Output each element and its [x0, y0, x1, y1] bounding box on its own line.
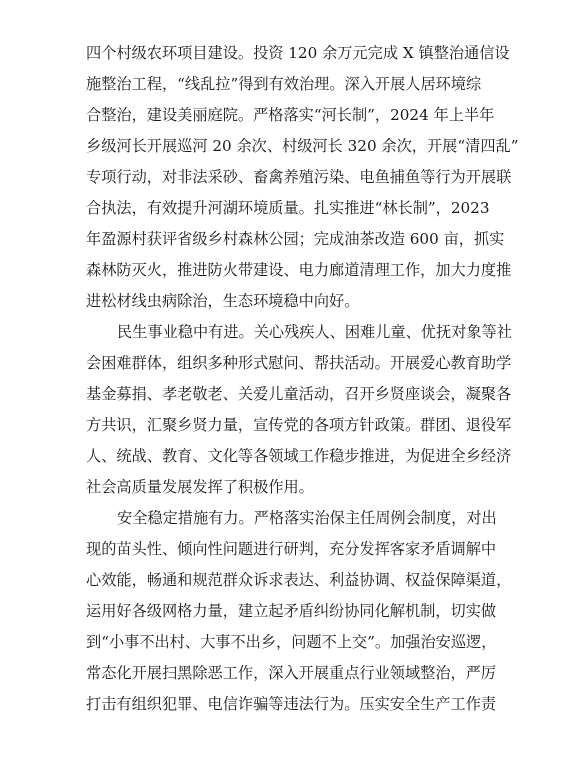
paragraph-livelihood	[86, 317, 512, 503]
text-line: 常态化开展扫黑除恶工作，深入开展重点行业领域整治，严厉	[86, 664, 497, 682]
text-line: 四个村级农环项目建设。投资 120 余万元完成 X 镇整治通信设	[86, 44, 510, 62]
text-line: 人、统战、教育、文化等各领域工作稳步推进，为促进全乡经济	[86, 447, 512, 465]
text-line: 社会高质量发展发挥了积极作用。	[86, 478, 314, 496]
text-line: 施整治工程，“线乱拉”得到有效治理。深入开展人居环境综	[86, 75, 482, 93]
text-line: 方共识，汇聚乡贤力量，宣传党的各项方针政策。群团、退役军	[86, 416, 512, 434]
text-line: 年盈源村获评省级乡村森林公园；完成油茶改造 600 亩，抓实	[86, 230, 505, 248]
text-line: 心效能，畅通和规范群众诉求表达、利益协调、权益保障渠道，	[86, 571, 512, 589]
text-line: 运用好各级网格力量，建立起矛盾纠纷协同化解机制，切实做	[86, 602, 497, 620]
text-line: 进松材线虫病除治，生态环境稳中向好。	[86, 292, 360, 310]
text-line: 到“小事不出村、大事不出乡，问题不上交”。加强治安巡逻，	[86, 633, 497, 651]
text-line: 民生事业稳中有进。关心残疾人、困难儿童、优抚对象等社	[117, 323, 512, 341]
text-line: 合整治，建设美丽庭院。严格落实“河长制”，2024 年上半年	[86, 106, 495, 124]
text-line: 专项行动，对非法采砂、畜禽养殖污染、电鱼捕鱼等行为开展联	[86, 168, 512, 186]
paragraph-ecology	[86, 38, 519, 317]
text-line: 合执法，有效提升河湖环境质量。扎实推进“林长制”，2023	[86, 199, 490, 217]
document-page	[86, 38, 519, 720]
text-line: 会困难群体，组织多种形式慰问、帮扶活动。开展爱心教育助学	[86, 354, 512, 372]
text-line: 森林防灭火，推进防火带建设、电力廊道清理工作，加大力度推	[86, 261, 512, 279]
text-line: 安全稳定措施有力。严格落实治保主任周例会制度，对出	[117, 509, 497, 527]
text-line: 基金募捐、孝老敬老、关爱儿童活动，召开乡贤座谈会，凝聚各	[86, 385, 512, 403]
text-line: 打击有组织犯罪、电信诈骗等违法行为。压实安全生产工作责	[86, 695, 497, 713]
text-line: 现的苗头性、倾向性问题进行研判，充分发挥客家矛盾调解中	[86, 540, 497, 558]
text-line: 乡级河长开展巡河 20 余次、村级河长 320 余次，开展“清四乱”	[86, 137, 519, 155]
paragraph-safety	[86, 503, 512, 720]
